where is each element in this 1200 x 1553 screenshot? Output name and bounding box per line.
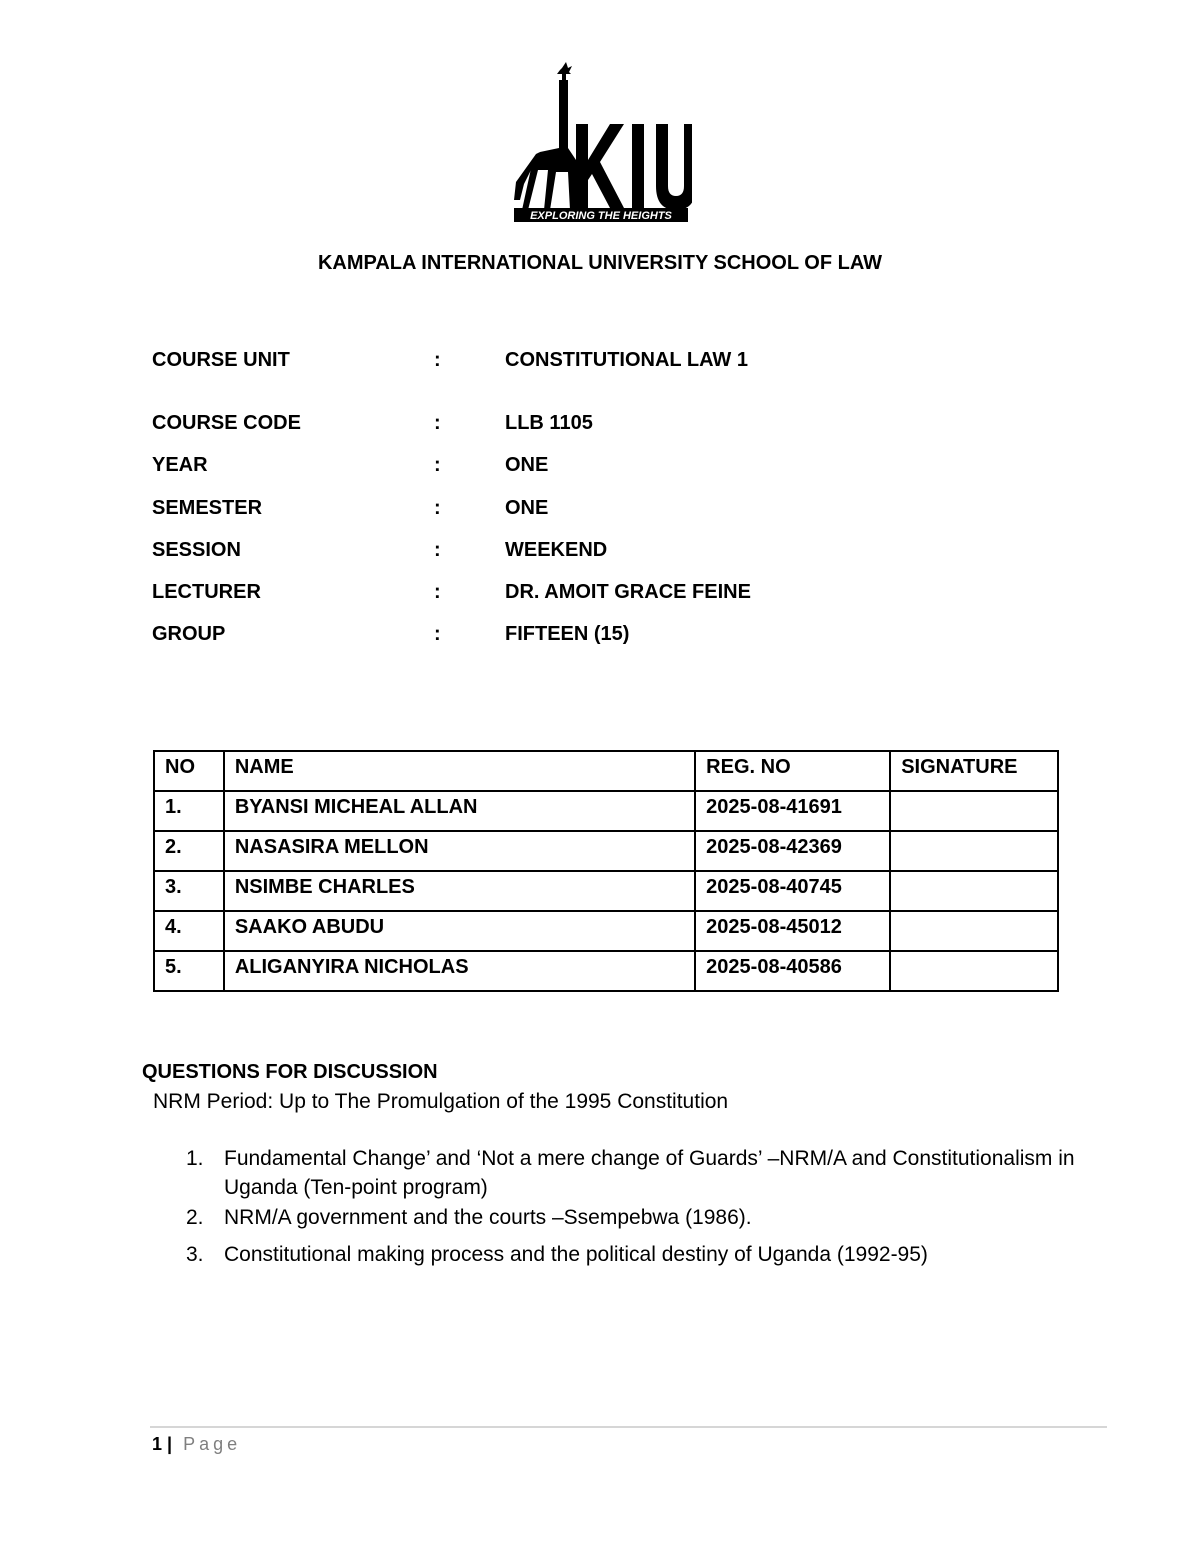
list-item-number: 1.	[186, 1147, 204, 1170]
table-row	[154, 951, 1058, 991]
info-colon: :	[434, 581, 441, 603]
cell-name: NSIMBE CHARLES	[224, 871, 695, 911]
page-title: KAMPALA INTERNATIONAL UNIVERSITY SCHOOL OF LAW	[317, 252, 883, 274]
info-colon: :	[434, 412, 441, 434]
info-colon: :	[434, 539, 441, 561]
header-signature: SIGNATURE	[890, 751, 1058, 791]
list-item-number: 2.	[186, 1206, 204, 1229]
info-value: WEEKEND	[505, 539, 608, 561]
header-reg-no: REG. NO	[695, 751, 890, 791]
list-item-text: Constitutional making process and the political destiny of Uganda (1992-95)	[224, 1243, 928, 1266]
footer-divider	[150, 1426, 1107, 1428]
info-label: SEMESTER	[152, 497, 263, 519]
members-table	[153, 750, 1059, 992]
info-label: LECTURER	[152, 581, 261, 603]
cell-no: 4.	[154, 911, 224, 951]
cell-signature	[890, 951, 1058, 991]
info-value: ONE	[505, 454, 549, 476]
cell-reg-no: 2025-08-41691	[695, 791, 890, 831]
table-row	[154, 871, 1058, 911]
cell-reg-no: 2025-08-40745	[695, 871, 890, 911]
cell-no: 5.	[154, 951, 224, 991]
info-label: GROUP	[152, 623, 226, 645]
info-colon: :	[434, 454, 441, 476]
info-label: COURSE UNIT	[152, 349, 290, 371]
info-label: SESSION	[152, 539, 241, 561]
cell-name: BYANSI MICHEAL ALLAN	[224, 791, 695, 831]
page-number: 1	[152, 1434, 163, 1454]
questions-heading: QUESTIONS FOR DISCUSSION	[142, 1061, 438, 1083]
info-colon: :	[434, 497, 441, 519]
table-row	[154, 911, 1058, 951]
info-label: COURSE CODE	[152, 412, 301, 434]
header-name: NAME	[224, 751, 695, 791]
kiu-logo	[510, 60, 692, 225]
cell-reg-no: 2025-08-42369	[695, 831, 890, 871]
cell-reg-no: 2025-08-45012	[695, 911, 890, 951]
cell-name: SAAKO ABUDU	[224, 911, 695, 951]
footer-separator: |	[167, 1434, 173, 1454]
table-header-row	[154, 751, 1058, 791]
info-colon: :	[434, 349, 441, 371]
cell-no: 2.	[154, 831, 224, 871]
questions-subheading: NRM Period: Up to The Promulgation of the 1995 Constitution	[153, 1090, 729, 1113]
info-colon: :	[434, 623, 441, 645]
info-value: LLB 1105	[505, 412, 593, 434]
header-no: NO	[154, 751, 224, 791]
logo-tagline: EXPLORING THE HEIGHTS	[530, 210, 672, 222]
cell-no: 3.	[154, 871, 224, 911]
cell-reg-no: 2025-08-40586	[695, 951, 890, 991]
list-item-number: 3.	[186, 1243, 204, 1266]
table-row	[154, 791, 1058, 831]
list-item-text: NRM/A government and the courts –Ssempebwa (1986).	[224, 1206, 752, 1229]
cell-signature	[890, 911, 1058, 951]
cell-signature	[890, 831, 1058, 871]
page-footer	[152, 1434, 241, 1455]
table-row	[154, 831, 1058, 871]
info-value: ONE	[505, 497, 549, 519]
cell-signature	[890, 791, 1058, 831]
cell-signature	[890, 871, 1058, 911]
cell-name: NASASIRA MELLON	[224, 831, 695, 871]
info-value: FIFTEEN (15)	[505, 623, 630, 645]
page-label: Page	[183, 1434, 242, 1454]
giraffe-icon	[514, 62, 576, 210]
info-label: YEAR	[152, 454, 208, 476]
info-value: CONSTITUTIONAL LAW 1	[505, 349, 748, 371]
list-item-text: Fundamental Change’ and ‘Not a mere change of Guards’ –NRM/A and Constitutionalism in Uganda (Ten-point program)	[224, 1147, 1075, 1199]
cell-no: 1.	[154, 791, 224, 831]
info-value: DR. AMOIT GRACE FEINE	[505, 581, 751, 603]
cell-name: ALIGANYIRA NICHOLAS	[224, 951, 695, 991]
